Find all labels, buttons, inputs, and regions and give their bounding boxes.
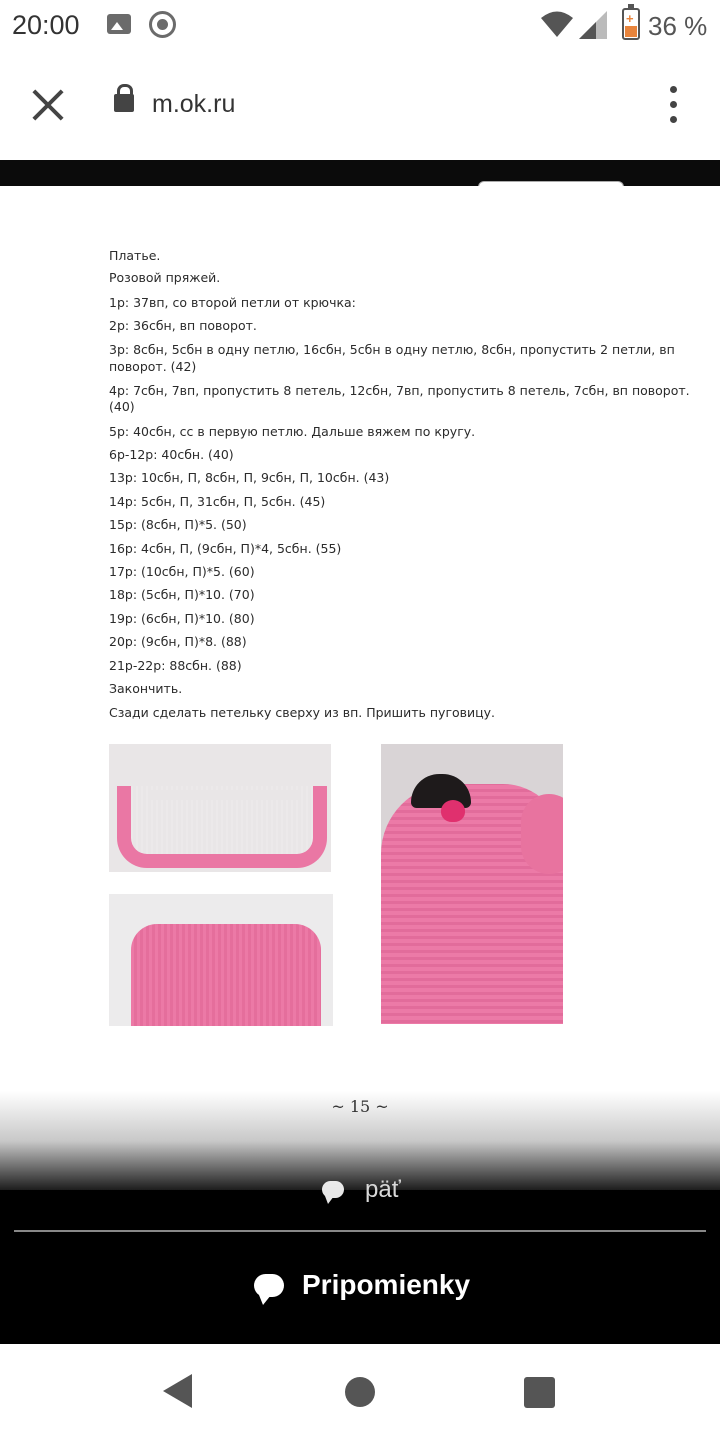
doc-line: Платье. (109, 248, 161, 263)
doc-line: поворот. (42) (109, 359, 197, 374)
doc-line: 3р: 8сбн, 5сбн в одну петлю, 16сбн, 5сбн в одну петлю, 8сбн, пропустить 2 петли, вп (109, 342, 675, 357)
chrome-icon (149, 11, 176, 38)
battery-icon: + (622, 8, 640, 40)
doc-line: 13р: 10сбн, П, 8сбн, П, 9сбн, П, 10сбн. (43) (109, 470, 390, 485)
doc-line: 21р-22р: 88сбн. (88) (109, 658, 242, 673)
heart-button-detail (441, 800, 465, 822)
more-vert-icon[interactable] (665, 86, 681, 124)
doc-line: 16р: 4сбн, П, (9сбн, П)*4, 5сбн. (55) (109, 541, 342, 556)
doc-line: 2р: 36сбн, вп поворот. (109, 318, 257, 333)
doc-line: Розовой пряжей. (109, 270, 221, 285)
doc-line: 15р: (8сбн, П)*5. (50) (109, 517, 247, 532)
comment-icon (322, 1181, 344, 1198)
doc-line: (40) (109, 399, 135, 414)
photo-dress-top (109, 894, 333, 1026)
signal-icon (578, 10, 608, 40)
doc-line: Закончить. (109, 681, 183, 696)
page-number: ~ 15 ~ (331, 1097, 389, 1116)
doc-line: Сзади сделать петельку сверху из вп. Пришить пуговицу. (109, 705, 496, 720)
divider (14, 1230, 706, 1232)
lock-icon (114, 94, 134, 112)
doc-line: 6р-12р: 40сбн. (40) (109, 447, 234, 462)
doc-line: 5р: 40сбн, сс в первую петлю. Дальше вяжем по кругу. (109, 424, 476, 439)
battery-percent: 36 % (648, 11, 708, 41)
comments-icon (254, 1274, 284, 1297)
doc-line: 4р: 7сбн, 7вп, пропустить 8 петель, 12сбн, 7вп, пропустить 8 петель, 7сбн, вп поворот. (109, 383, 690, 398)
doc-line: 1р: 37вп, со второй петли от крючка: (109, 295, 356, 310)
status-time: 20:00 (12, 10, 80, 40)
doc-line: 18р: (5сбн, П)*10. (70) (109, 587, 255, 602)
doc-line: 19р: (6сбн, П)*10. (80) (109, 611, 255, 626)
doc-line: 14р: 5сбн, П, 31сбн, П, 5сбн. (45) (109, 494, 326, 509)
wifi-icon (540, 10, 574, 38)
status-bar (0, 0, 720, 52)
document-page[interactable] (0, 186, 720, 1191)
url-text[interactable]: m.ok.ru (152, 90, 236, 118)
doc-line: 20р: (9сбн, П)*8. (88) (109, 634, 247, 649)
recents-icon[interactable] (524, 1377, 555, 1408)
system-nav-bar (0, 1344, 720, 1440)
home-icon[interactable] (345, 1377, 375, 1407)
doc-line: 17р: (10сбн, П)*5. (60) (109, 564, 255, 579)
close-icon[interactable] (30, 87, 66, 123)
comments-button[interactable]: Pripomienky (302, 1269, 471, 1300)
browser-toolbar (0, 52, 720, 160)
photo-dress-strap (109, 744, 331, 872)
gallery-icon (107, 14, 131, 34)
back-icon[interactable] (163, 1374, 192, 1408)
reaction-label[interactable]: päť (365, 1176, 401, 1203)
comments-panel (0, 1176, 720, 1344)
photo-doll-dress (381, 744, 563, 1024)
